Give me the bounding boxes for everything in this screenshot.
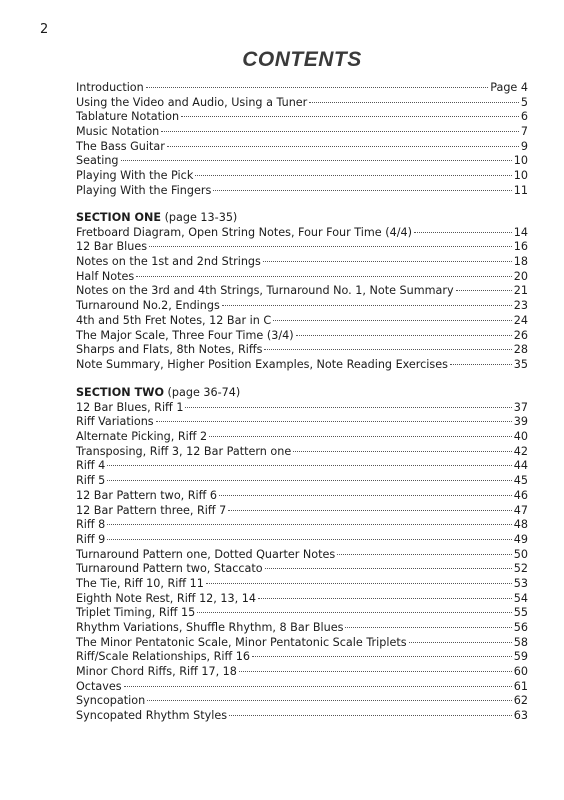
toc-entry-page: 63 — [513, 709, 528, 723]
section-one — [76, 211, 528, 373]
dot-leader — [181, 116, 519, 117]
toc-entry-page: Page 4 — [490, 81, 528, 94]
toc-entry-title: Triplet Timing, Riff 15 — [76, 606, 196, 620]
toc-entry-page: 39 — [513, 415, 528, 429]
toc-entry-title: Playing With the Pick — [76, 169, 194, 183]
dot-leader — [273, 320, 512, 321]
toc-entry — [76, 154, 528, 169]
toc-entry-page: 9 — [520, 139, 528, 153]
toc-entry-title: Transposing, Riff 3, 12 Bar Pattern one — [76, 444, 292, 458]
toc-entry-page: 55 — [513, 606, 528, 620]
dot-leader — [345, 627, 511, 628]
section-two-title: SECTION TWO — [76, 386, 164, 399]
dot-leader — [264, 349, 511, 350]
toc-entry-title: Riff 8 — [76, 518, 106, 532]
toc-entry-title: Music Notation — [76, 125, 160, 139]
toc-entry-title: Riff/Scale Relationships, Riff 16 — [76, 650, 251, 664]
toc-entry-title: Rhythm Variations, Shuffle Rhythm, 8 Bar Blues — [76, 621, 344, 634]
page-title: CONTENTS — [242, 48, 362, 71]
toc-intro — [76, 81, 528, 199]
toc-entry-page: 56 — [513, 621, 528, 634]
dot-leader — [219, 495, 512, 496]
toc-entry-title: Seating — [76, 154, 119, 168]
dot-leader — [146, 87, 488, 88]
toc-entry-title: Notes on the 3rd and 4th Strings, Turnaround No. 1, Note Summary — [76, 284, 454, 298]
toc-entry-page: 7 — [520, 125, 528, 139]
toc-entry — [76, 184, 528, 199]
toc-entry-title: Tablature Notation — [76, 110, 180, 124]
page-number: 2 — [40, 22, 49, 37]
toc-entry — [76, 270, 528, 285]
toc-entry-page: 5 — [520, 95, 528, 109]
toc-entry-page: 46 — [513, 488, 528, 502]
dot-leader — [296, 335, 512, 336]
toc-entry-page: 52 — [513, 562, 528, 576]
toc-entry-page: 40 — [513, 430, 528, 444]
toc-entry-page: 47 — [513, 503, 528, 517]
toc-entry — [76, 240, 528, 255]
dot-leader — [107, 480, 511, 481]
toc-entry-title: The Minor Pentatonic Scale, Minor Pentatonic Scale Triplets — [76, 635, 407, 649]
toc-entry — [76, 314, 528, 329]
dot-leader — [107, 539, 511, 540]
toc-entry-page: 6 — [520, 110, 528, 124]
toc-entry-title: Riff 5 — [76, 474, 106, 488]
dot-leader — [450, 364, 512, 365]
toc-entry — [76, 299, 528, 314]
toc-entry-page: 21 — [513, 284, 528, 298]
toc-entry-page: 53 — [513, 576, 528, 590]
dot-leader — [107, 524, 511, 525]
toc-entry-page: 37 — [513, 400, 528, 414]
toc-entry-title: Syncopation — [76, 694, 146, 708]
dot-leader — [293, 451, 512, 452]
toc-entry-page: 20 — [513, 269, 528, 283]
section-one-heading — [76, 211, 528, 226]
dot-leader — [213, 190, 511, 191]
toc-entry-page: 28 — [513, 343, 528, 357]
toc-entry-page: 48 — [513, 518, 528, 532]
toc-entry — [76, 96, 528, 111]
toc-entry-title: Octaves — [76, 679, 122, 693]
toc-entry-title: Turnaround Pattern two, Staccato — [76, 562, 263, 576]
section-two-range: (page 36-74) — [167, 386, 241, 399]
dot-leader — [337, 554, 512, 555]
toc-entry — [76, 533, 528, 548]
toc-entry-title: 12 Bar Pattern two, Riff 6 — [76, 488, 218, 502]
toc-entry-page: 44 — [513, 459, 528, 473]
toc-entry-title: The Bass Guitar — [76, 139, 165, 153]
toc-entry-title: Turnaround No.2, Endings — [76, 299, 220, 313]
toc-entry — [76, 562, 528, 577]
toc-entry-page: 62 — [513, 694, 528, 708]
toc-entry — [76, 459, 528, 474]
toc-entry — [76, 125, 528, 140]
toc-entry — [76, 621, 528, 636]
dot-leader — [456, 290, 512, 291]
toc-entry-title: Eighth Note Rest, Riff 12, 13, 14 — [76, 591, 256, 605]
section-one-range: (page 13-35) — [164, 211, 238, 224]
toc-entry-title: Playing With the Fingers — [76, 183, 212, 197]
toc-entry-page: 14 — [513, 225, 528, 239]
toc-entry — [76, 401, 528, 416]
toc-entry — [76, 504, 528, 519]
toc-entry-page: 50 — [513, 547, 528, 561]
toc-entry-title: Notes on the 1st and 2nd Strings — [76, 255, 261, 269]
toc-entry-title: 12 Bar Blues — [76, 240, 148, 254]
dot-leader — [136, 276, 512, 277]
toc-entry — [76, 445, 528, 460]
toc-entry-page: 11 — [513, 183, 528, 197]
toc-entry-title: Riff Variations — [76, 415, 154, 429]
toc-entry — [76, 650, 528, 665]
toc-entry-title: Alternate Picking, Riff 2 — [76, 430, 208, 444]
toc-entry-title: 4th and 5th Fret Notes, 12 Bar in C — [76, 313, 272, 327]
toc-entry-page: 26 — [513, 328, 528, 342]
toc-entry — [76, 284, 528, 299]
dot-leader — [228, 510, 511, 511]
toc-entry-page: 60 — [513, 665, 528, 679]
toc-entry-title: Riff 9 — [76, 532, 106, 546]
toc-entry — [76, 81, 528, 96]
dot-leader — [239, 671, 512, 672]
toc-entry — [76, 518, 528, 533]
section-two-heading — [76, 386, 528, 401]
dot-leader — [414, 232, 512, 233]
toc-entry-page: 16 — [513, 240, 528, 254]
toc-entry — [76, 592, 528, 607]
section-one-list — [76, 226, 528, 373]
toc-entry-title: Syncopated Rhythm Styles — [76, 709, 228, 723]
dot-leader — [197, 612, 512, 613]
toc-entry-page: 18 — [513, 255, 528, 269]
toc-entry — [76, 606, 528, 621]
toc-entry-page: 23 — [513, 299, 528, 313]
dot-leader — [185, 407, 511, 408]
toc-entry — [76, 329, 528, 344]
toc-entry-title: Minor Chord Riffs, Riff 17, 18 — [76, 665, 237, 679]
dot-leader — [229, 715, 512, 716]
dot-leader — [206, 583, 512, 584]
toc-entry-page: 61 — [513, 679, 528, 693]
toc-entry — [76, 140, 528, 155]
dot-leader — [195, 175, 511, 176]
toc-entry-title: Introduction — [76, 81, 144, 94]
toc-entry-title: The Major Scale, Three Four Time (3/4) — [76, 328, 294, 342]
toc-entry — [76, 665, 528, 680]
dot-leader — [222, 305, 512, 306]
dot-leader — [409, 642, 512, 643]
dot-leader — [309, 102, 519, 103]
toc-entry — [76, 226, 528, 241]
toc-entry — [76, 694, 528, 709]
toc-entry-page: 54 — [513, 591, 528, 605]
toc-entry-page: 45 — [513, 474, 528, 488]
toc-entry — [76, 110, 528, 125]
toc-entry-title: Riff 4 — [76, 459, 106, 473]
toc-entry-title: The Tie, Riff 10, Riff 11 — [76, 576, 204, 590]
dot-leader — [147, 700, 512, 701]
dot-leader — [156, 421, 512, 422]
dot-leader — [265, 568, 512, 569]
dot-leader — [258, 598, 512, 599]
toc-entry-title: Using the Video and Audio, Using a Tuner — [76, 95, 308, 109]
dot-leader — [161, 131, 519, 132]
toc-entry-title: Note Summary, Higher Position Examples, Note Reading Exercises — [76, 357, 448, 371]
toc-entry — [76, 169, 528, 184]
dot-leader — [107, 465, 511, 466]
toc-entry — [76, 255, 528, 270]
toc-entry — [76, 577, 528, 592]
toc-entry-title: 12 Bar Blues, Riff 1 — [76, 400, 184, 414]
toc-entry-page: 58 — [513, 635, 528, 649]
toc-entry — [76, 680, 528, 695]
toc-entry — [76, 343, 528, 358]
toc-entry-page: 49 — [513, 532, 528, 546]
toc-entry — [76, 358, 528, 373]
toc-entry-page: 10 — [513, 154, 528, 168]
toc-entry — [76, 709, 528, 724]
toc-entry-page: 35 — [513, 357, 528, 371]
toc-entry — [76, 430, 528, 445]
dot-leader — [149, 246, 512, 247]
dot-leader — [252, 656, 512, 657]
toc-entry — [76, 636, 528, 651]
toc-entry-title: Half Notes — [76, 269, 135, 283]
toc-entry-title: Turnaround Pattern one, Dotted Quarter Notes — [76, 547, 336, 561]
section-two-list — [76, 401, 528, 724]
toc-entry — [76, 474, 528, 489]
toc-entry — [76, 415, 528, 430]
dot-leader — [121, 160, 512, 161]
dot-leader — [209, 436, 512, 437]
dot-leader — [124, 686, 512, 687]
toc-entry — [76, 489, 528, 504]
toc-entry-title: 12 Bar Pattern three, Riff 7 — [76, 503, 227, 517]
toc-entry-title: Sharps and Flats, 8th Notes, Riffs — [76, 343, 263, 357]
dot-leader — [263, 261, 512, 262]
section-two — [76, 386, 528, 724]
toc-entry-page: 24 — [513, 313, 528, 327]
toc-entry — [76, 548, 528, 563]
toc-entry-title: Fretboard Diagram, Open String Notes, Four Four Time (4/4) — [76, 225, 412, 239]
toc-entry-page: 10 — [513, 169, 528, 183]
dot-leader — [167, 146, 519, 147]
toc-entry-page: 59 — [513, 650, 528, 664]
section-one-title: SECTION ONE — [76, 211, 161, 224]
toc-entry-page: 42 — [513, 444, 528, 458]
